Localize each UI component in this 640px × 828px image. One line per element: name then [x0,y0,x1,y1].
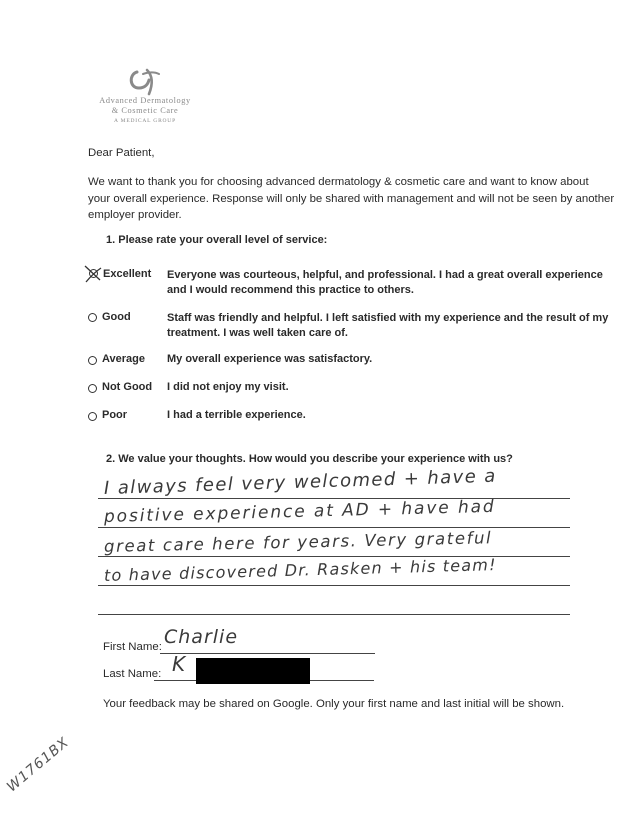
rating-desc-line: and I would recommend this practice to others. [167,284,414,296]
intro-line: We want to thank you for choosing advanced dermatology & cosmetic care and want to know about [88,176,589,188]
rating-label-excellent: Excellent [103,268,152,280]
first-name-rule [160,653,375,654]
answer-rule [98,614,570,615]
radio-button-not-good[interactable] [88,384,97,393]
logo-line-2: & Cosmetic Care [111,106,179,115]
logo-line-1: Advanced Dermatology [99,96,191,105]
question-2: 2. We value your thoughts. How would you describe your experience with us? [106,453,513,465]
logo-line-3: A MEDICAL GROUP [114,118,176,124]
intro-paragraph [88,174,615,224]
radio-button-good[interactable] [88,313,97,322]
rating-label-good: Good [102,311,131,323]
rating-desc-poor: I had a terrible experience. [167,409,306,421]
footer-note: Your feedback may be shared on Google. Only your first name and last initial will be shown. [103,698,565,710]
answer-line: to have discovered Dr. Rasken + his team! [103,555,497,585]
answer-line: I always feel very welcomed + have a [103,465,497,499]
rating-desc-good [167,311,609,341]
rating-label-not-good: Not Good [102,381,153,393]
logo-mark-icon [123,66,167,96]
answer-text[interactable] [103,465,574,590]
rating-label-average: Average [102,353,146,365]
first-name-label: First Name: [103,641,162,653]
redaction-box [196,658,310,684]
answer-line: great care here for years. Very grateful [103,528,493,556]
last-name-label: Last Name: [103,668,162,680]
rating-desc-average: My overall experience was satisfactory. [167,353,373,365]
answer-line: positive experience at AD + have had [103,496,496,527]
rating-label-poor: Poor [102,409,128,421]
rating-desc-line: Staff was friendly and helpful. I left satisfied with my experience and the result of my [167,312,609,324]
rating-desc-excellent [167,268,603,298]
first-name-value[interactable]: Charlie [164,626,239,648]
rating-desc-line: treatment. I was well taken care of. [167,327,348,339]
intro-line: your overall experience. Response will only be shared with management and will not be seen by another [88,192,615,205]
radio-button-average[interactable] [88,356,97,365]
question-1: 1. Please rate your overall level of service: [106,234,328,246]
last-name-value[interactable]: K [172,652,187,676]
margin-note: W1761BX [4,734,73,796]
check-mark-icon [83,264,103,284]
rating-desc-not-good: I did not enjoy my visit. [167,381,289,393]
salutation: Dear Patient, [88,147,155,159]
intro-line: employer provider. [88,209,182,221]
radio-button-poor[interactable] [88,412,97,421]
rating-option-excellent[interactable] [86,266,100,280]
rating-desc-line: Everyone was courteous, helpful, and professional. I had a great overall experience [167,269,603,281]
practice-logo [90,66,200,124]
